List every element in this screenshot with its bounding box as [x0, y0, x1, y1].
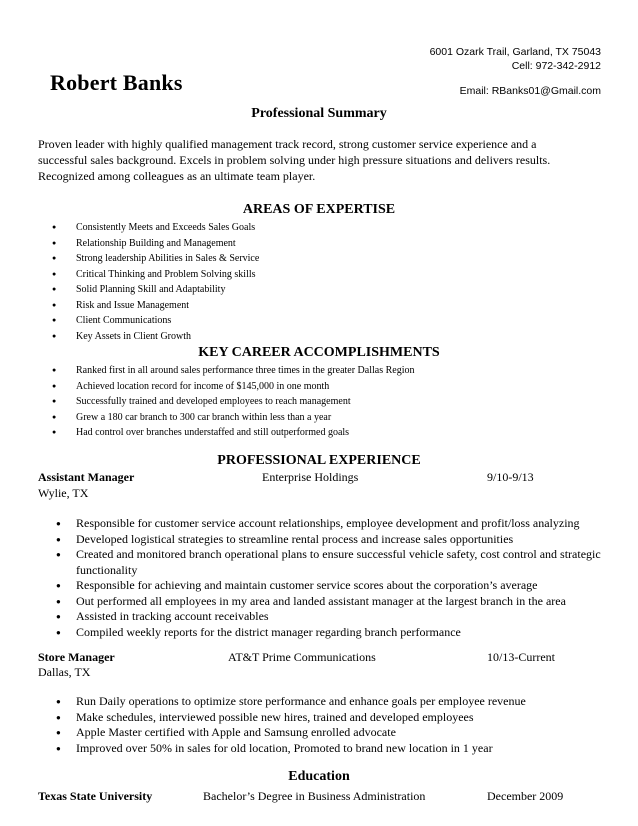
list-item: ● Risk and Issue Management — [52, 298, 259, 314]
list-item: ● Successfully trained and developed employees to reach management — [52, 394, 415, 410]
contact-email[interactable]: Email: RBanks01@Gmail.com — [459, 85, 601, 97]
job-company: Enterprise Holdings — [262, 470, 359, 484]
list-item: ● Compiled weekly reports for the district manager regarding branch performance — [56, 625, 611, 641]
list-item: ● Developed logistical strategies to streamline rental process and increase sales opportunities — [56, 532, 611, 548]
summary-line: Recognized among colleagues as an ultimate team player. — [38, 169, 316, 183]
list-item: ● Apple Master certified with Apple and Samsung enrolled advocate — [56, 725, 611, 741]
list-item: ● Strong leadership Abilities in Sales & Service — [52, 251, 259, 267]
job-title: Assistant Manager — [38, 470, 135, 484]
list-item: ● Critical Thinking and Problem Solving skills — [52, 267, 259, 283]
job-duties-list — [56, 694, 611, 756]
job-location: Dallas, TX — [38, 665, 91, 679]
list-item: ● Had control over branches understaffed and still outperformed goals — [52, 425, 415, 441]
list-item: ● Grew a 180 car branch to 300 car branch within less than a year — [52, 410, 415, 426]
list-item: ● Achieved location record for income of $145,000 in one month — [52, 379, 415, 395]
list-item: ● Responsible for achieving and maintain customer service scores about the corporation’s average — [56, 578, 611, 594]
job-dates: 10/13-Current — [487, 650, 555, 664]
list-item: ● Relationship Building and Management — [52, 236, 259, 252]
education-date: December 2009 — [487, 789, 564, 803]
job-dates: 9/10-9/13 — [487, 470, 534, 484]
list-item: ● Responsible for customer service account relationships, employee development and profit/loss analyzing — [56, 516, 611, 532]
summary-heading: Professional Summary — [251, 106, 387, 121]
accomplishments-list — [52, 363, 415, 441]
experience-heading: PROFESSIONAL EXPERIENCE — [217, 453, 421, 468]
list-item: ● Solid Planning Skill and Adaptability — [52, 282, 259, 298]
list-item: ● Ranked first in all around sales performance three times in the greater Dallas Region — [52, 363, 415, 379]
list-item: ● Out performed all employees in my area and landed assistant manager at the largest branch in the area — [56, 594, 611, 610]
list-item: ● Created and monitored branch operational plans to ensure successful vehicle safety, cost control and strategic functionality — [56, 547, 611, 578]
expertise-list — [52, 220, 259, 344]
list-item: ● Make schedules, interviewed possible new hires, trained and developed employees — [56, 710, 611, 726]
list-item: ● Key Assets in Client Growth — [52, 329, 259, 345]
list-item: ● Consistently Meets and Exceeds Sales Goals — [52, 220, 259, 236]
job-title: Store Manager — [38, 650, 115, 664]
list-item: ● Client Communications — [52, 313, 259, 329]
summary-paragraph — [38, 136, 608, 184]
job-company: AT&T Prime Communications — [228, 650, 376, 664]
summary-line: successful sales background. Excels in problem solving under high pressure situations and delivers results. — [38, 153, 551, 167]
education-heading: Education — [288, 769, 350, 784]
expertise-heading: AREAS OF EXPERTISE — [242, 202, 396, 217]
summary-line: Proven leader with highly qualified management track record, strong customer service experience and a — [38, 137, 537, 151]
contact-address: 6001 Ozark Trail, Garland, TX 75043 — [429, 46, 601, 58]
accomplishments-heading: KEY CAREER ACCOMPLISHMENTS — [198, 345, 440, 360]
job-duties-list — [56, 516, 611, 640]
education-school: Texas State University — [38, 789, 153, 803]
job-location: Wylie, TX — [38, 486, 89, 500]
contact-cell: Cell: 972-342-2912 — [511, 60, 601, 72]
list-item: ● Assisted in tracking account receivables — [56, 609, 611, 625]
list-item: ● Run Daily operations to optimize store performance and enhance goals per employee revenue — [56, 694, 611, 710]
education-degree: Bachelor’s Degree in Business Administration — [203, 789, 426, 803]
list-item: ● Improved over 50% in sales for old location, Promoted to brand new location in 1 year — [56, 741, 611, 757]
resume-name: Robert Banks — [50, 70, 183, 95]
